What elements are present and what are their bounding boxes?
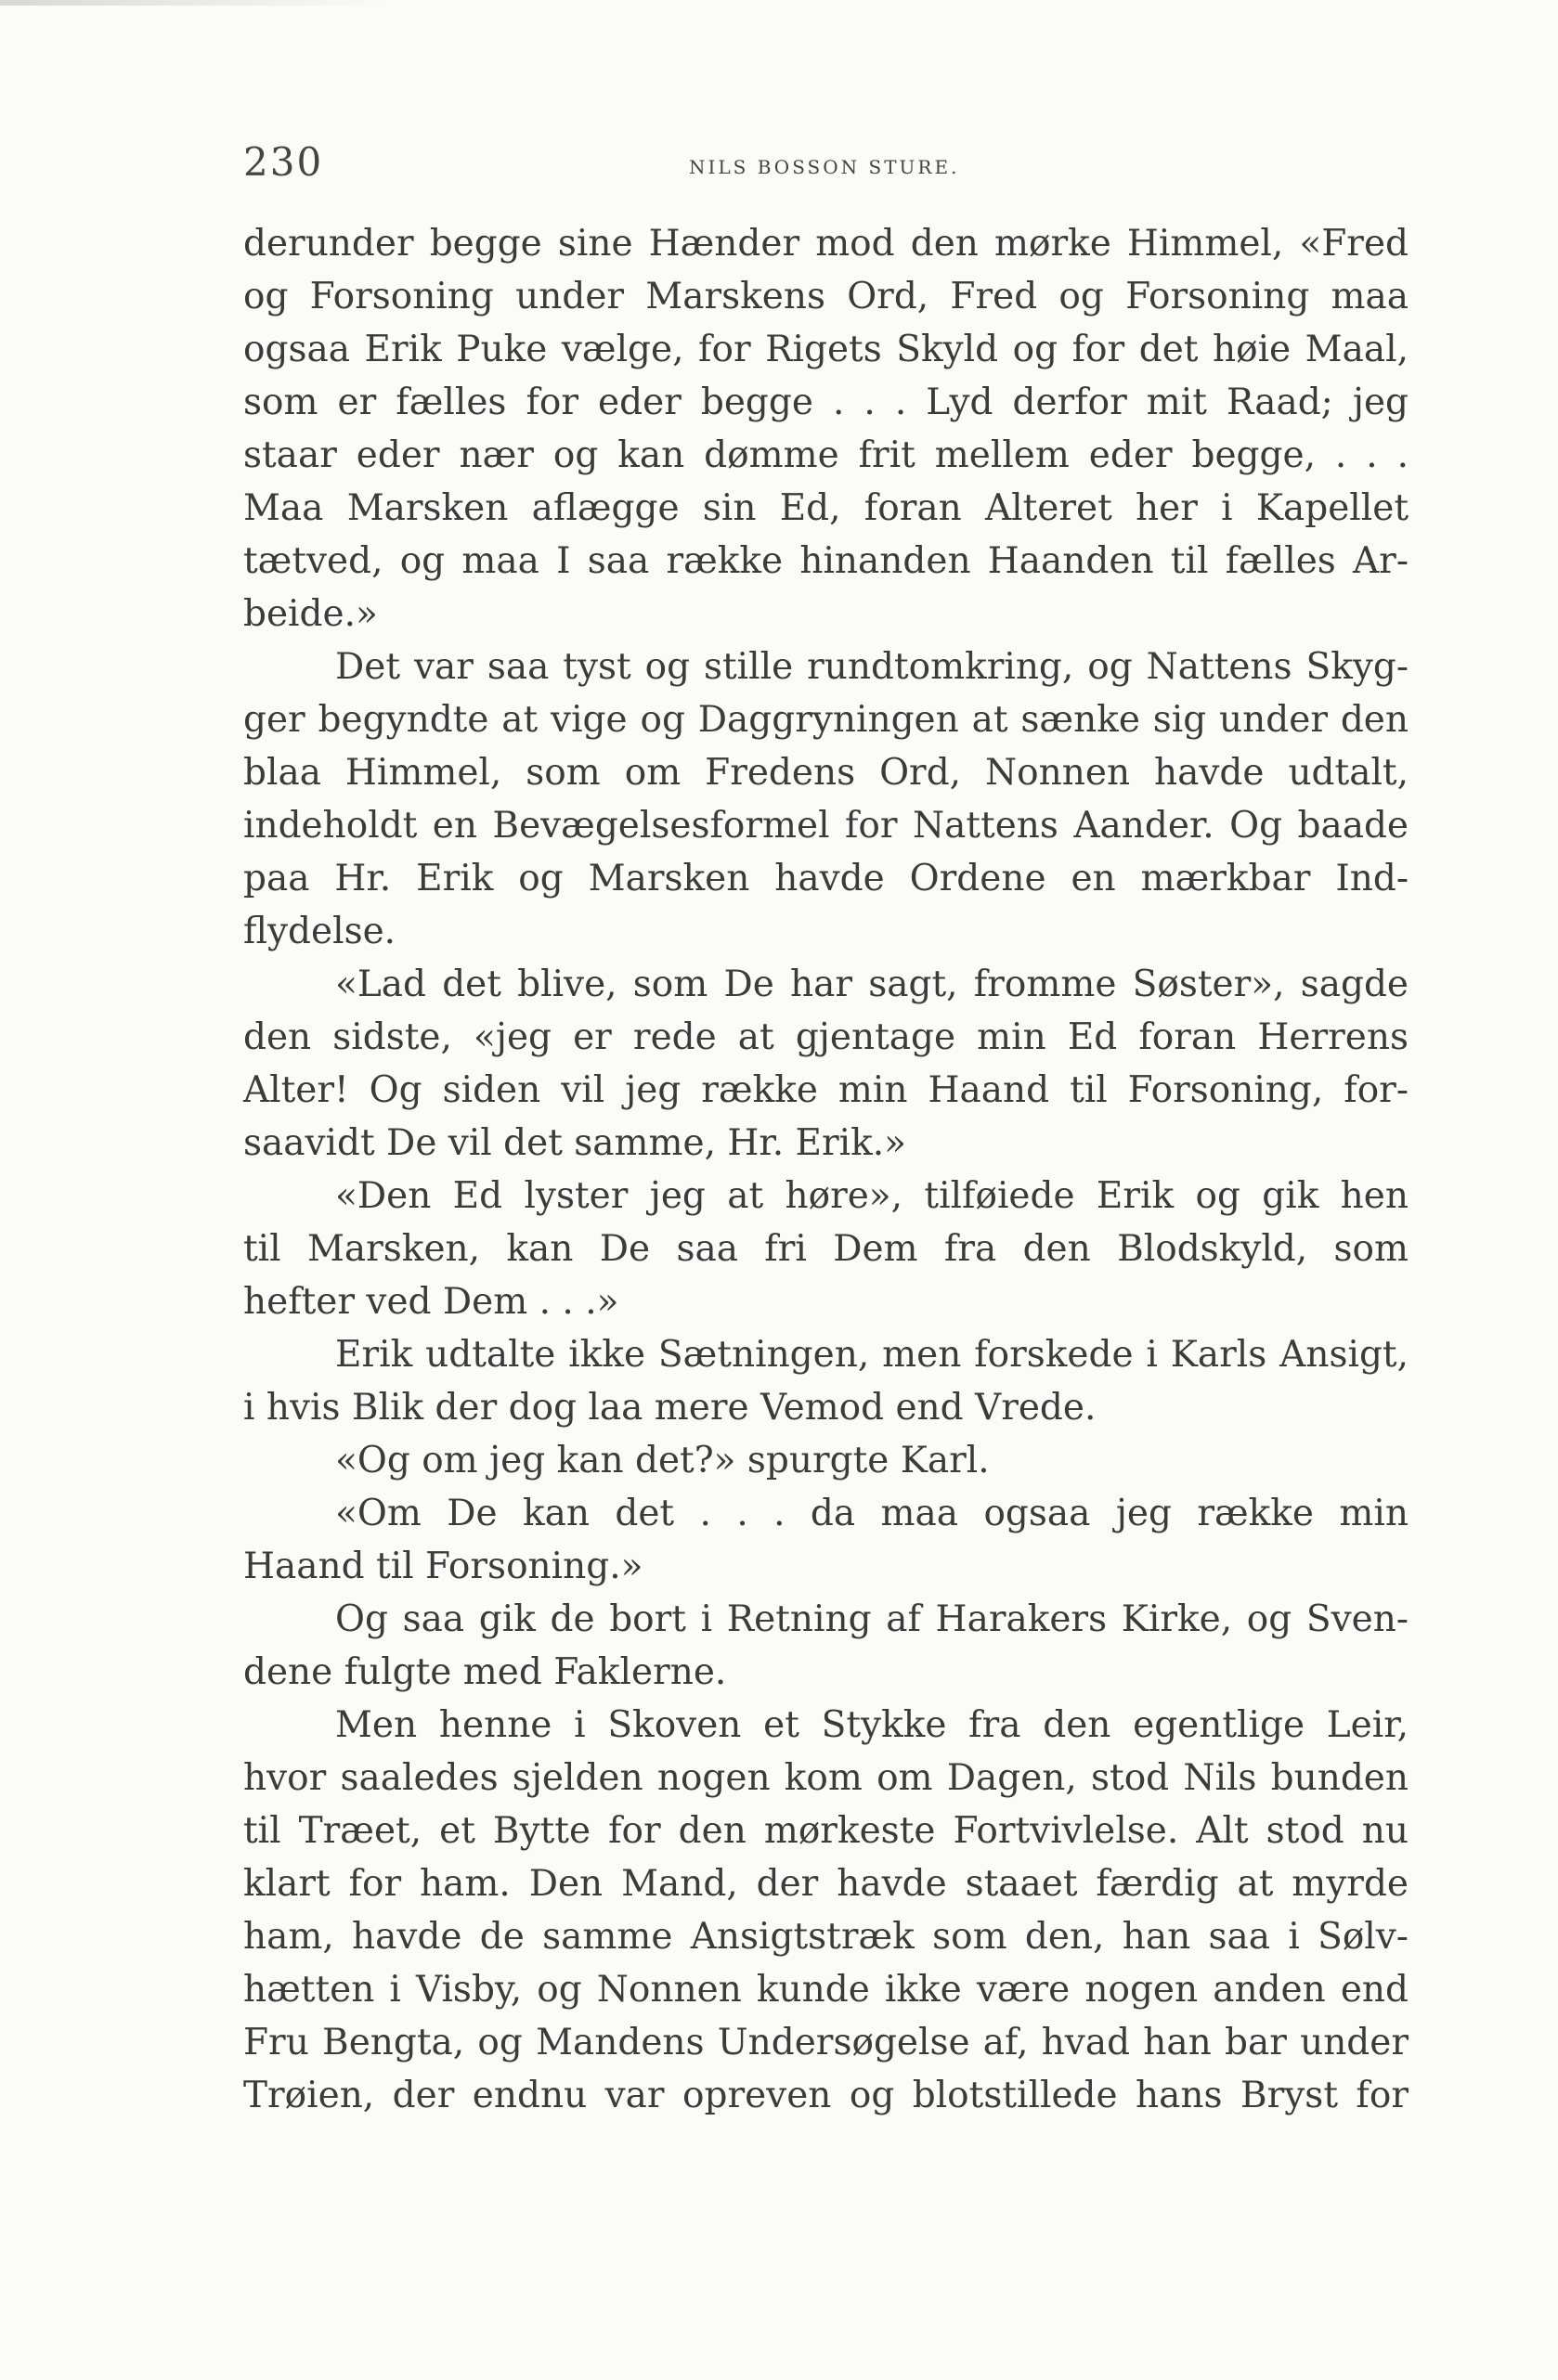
text-line: klart for ham. Den Mand, der havde staaet færdig at myrde: [243, 1863, 1409, 1905]
text-line: beide.»: [243, 593, 378, 635]
text-line: og Forsoning under Marskens Ord, Fred og Forsoning maa: [243, 276, 1409, 317]
text-line: dene fulgte med Faklerne.: [243, 1651, 727, 1693]
body-text: [243, 217, 1409, 2122]
text-line: ham, havde de samme Ansigtstræk som den, han saa i Sølv-: [243, 1916, 1409, 1958]
text-line: ogsaa Erik Puke vælge, for Rigets Skyld og for det høie Maal,: [243, 329, 1409, 370]
text-line: derunder begge sine Hænder mod den mørke Himmel, «Fred: [243, 223, 1409, 265]
text-line: tætved, og maa I saa række hinanden Haanden til fælles Ar-: [243, 540, 1409, 582]
text-line: saavidt De vil det samme, Hr. Erik.»: [243, 1122, 907, 1164]
text-line: til Marsken, kan De saa fri Dem fra den Blodskyld, som: [243, 1228, 1409, 1270]
text-line: Alter! Og siden vil jeg række min Haand til Forsoning, for-: [243, 1069, 1409, 1111]
text-line: indeholdt en Bevægelsesformel for Nattens Aander. Og baade: [243, 805, 1409, 847]
page-number: 230: [243, 139, 324, 185]
text-line: «Den Ed lyster jeg at høre», tilføiede Erik og gik hen: [335, 1175, 1409, 1217]
text-line: Fru Bengta, og Mandens Undersøgelse af, hvad han bar under: [243, 2022, 1409, 2063]
text-line: hefter ved Dem . . .»: [243, 1281, 619, 1323]
text-line: Trøien, der endnu var opreven og blotstillede hans Bryst for: [243, 2075, 1409, 2116]
text-line: ger begyndte at vige og Daggryningen at sænke sig under den: [243, 699, 1409, 741]
text-line: den sidste, «jeg er rede at gjentage min Ed foran Herrens: [243, 1016, 1409, 1058]
text-line: Men henne i Skoven et Stykke fra den egentlige Leir,: [335, 1704, 1409, 1746]
text-line: til Træet, et Bytte for den mørkeste Fortvivlelse. Alt stod nu: [243, 1810, 1409, 1852]
text-line: hvor saaledes sjelden nogen kom om Dagen, stod Nils bunden: [243, 1757, 1409, 1799]
text-line: Det var saa tyst og stille rundtomkring, og Nattens Skyg-: [335, 646, 1409, 688]
text-line: Maa Marsken aflægge sin Ed, foran Alteret her i Kapellet: [243, 487, 1409, 529]
text-line: paa Hr. Erik og Marsken havde Ordene en mærkbar Ind-: [243, 858, 1409, 899]
text-line: «Om De kan det . . . da maa ogsaa jeg række min: [335, 1493, 1409, 1534]
text-line: blaa Himmel, som om Fredens Ord, Nonnen havde udtalt,: [243, 752, 1409, 794]
scan-edge-shadow: [0, 0, 390, 6]
text-line: Erik udtalte ikke Sætningen, men forskede i Karls Ansigt,: [335, 1334, 1409, 1376]
text-line: som er fælles for eder begge . . . Lyd derfor mit Raad; jeg: [243, 382, 1409, 423]
text-line: Haand til Forsoning.»: [243, 1546, 643, 1587]
text-line: staar eder nær og kan dømme frit mellem eder begge, . . .: [243, 434, 1409, 476]
page-header: [243, 139, 1404, 195]
text-line: Og saa gik de bort i Retning af Harakers Kirke, og Sven-: [335, 1598, 1409, 1640]
text-line: i hvis Blik der dog laa mere Vemod end Vrede.: [243, 1387, 1097, 1429]
text-line: «Og om jeg kan det?» spurgte Karl.: [335, 1440, 990, 1481]
text-line: «Lad det blive, som De har sagt, fromme Søster», sagde: [335, 964, 1409, 1005]
text-line: hætten i Visby, og Nonnen kunde ikke være nogen anden end: [243, 1969, 1409, 2011]
running-title: NILS BOSSON STURE.: [689, 156, 960, 178]
text-line: flydelse.: [243, 911, 396, 952]
